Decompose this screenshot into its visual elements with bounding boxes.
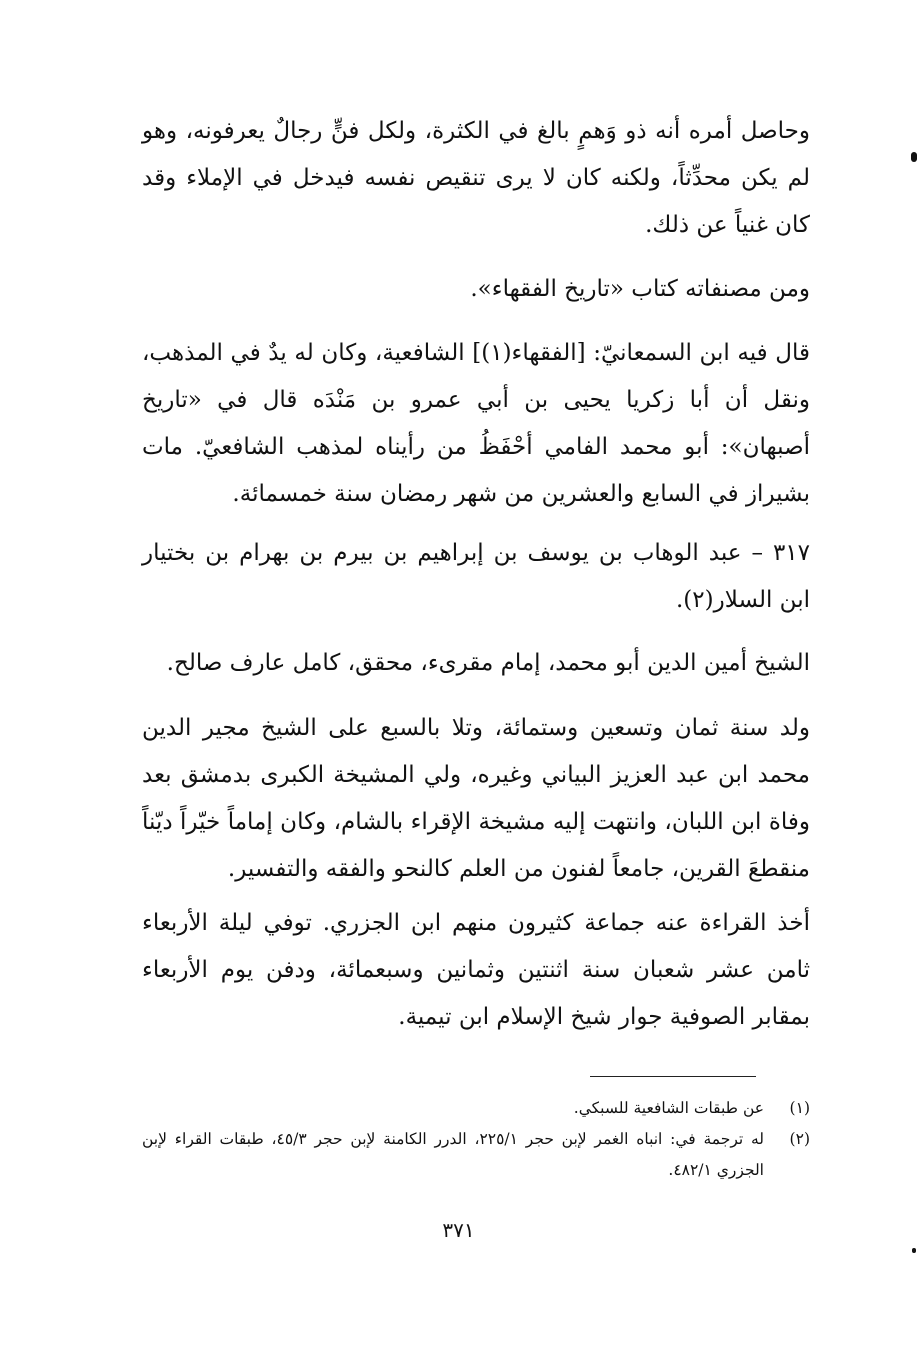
scan-edge-mark <box>912 1248 916 1253</box>
footnote-2 <box>142 1124 810 1186</box>
footnote-divider <box>590 1076 756 1077</box>
paragraph-2: ومن مصنفاته كتاب «تاريخ الفقهاء». <box>470 276 810 302</box>
paragraph-7: أخذ القراءة عنه جماعة كثيرون منهم ابن الجزري. توفي ليلة الأربعاء ثامن عشر شعبان سنة اثنتين وثمانين وسبعمائة، ودفن يوم الأربعاء بمقابر الصوفية جوار شيخ الإسلام ابن تيمية. <box>142 910 810 1030</box>
paragraph-6: ولد سنة ثمان وتسعين وستمائة، وتلا بالسبع على الشيخ مجير الدين محمد ابن عبد العزيز البياني وغيره، ولي المشيخة الكبرى بدمشق بعد وفاة ابن اللبان، وانتهت إليه مشيخة الإقراء بالشام، وكان إماماً خيّراً ديّناً منقطعَ القرين، جامعاً لفنون من العلم كالنحو والفقه والتفسير. <box>142 715 810 882</box>
footnote-1 <box>142 1093 810 1124</box>
page-number: ٣٧١ <box>442 1218 475 1242</box>
footnote-text: عن طبقات الشافعية للسبكي. <box>573 1099 764 1117</box>
footnote-number: (٢) <box>789 1130 810 1148</box>
footnotes <box>142 1093 810 1186</box>
scan-edge-mark <box>911 152 917 162</box>
paragraph-3: قال فيه ابن السمعانيّ: [الفقهاء(١)] الشافعية، وكان له يدٌ في المذهب، ونقل أن أبا زكريا يحيى بن أبي عمرو بن مَنْدَه قال في «تاريخ أصبهان»: أبو محمد الفامي أحْفَظُ من رأيناه لمذهب الشافعيّ. مات بشيراز في السابع والعشرين من شهر رمضان سنة خمسمائة. <box>142 340 811 507</box>
footnote-text: له ترجمة في: انباه الغمر لإبن حجر ٢٢٥/١، الدرر الكامنة لإبن حجر ٤٥/٣، طبقات القراء لإبن الجزري ٤٨٢/١. <box>142 1130 765 1179</box>
footnote-number: (١) <box>789 1099 810 1117</box>
entry-heading-317: ٣١٧ – عبد الوهاب بن يوسف بن إبراهيم بن بيرم بن بهرام بن بختيار ابن السلار(٢). <box>142 540 810 613</box>
paragraph-1: وحاصل أمره أنه ذو وَهمٍ بالغ في الكثرة، ولكل فنٍّ رجالٌ يعرفونه، وهو لم يكن محدِّثاً، ولكنه كان لا يرى تنقيص نفسه فيدخل في الإملاء وقد كان غنياً عن ذلك. <box>142 118 810 238</box>
paragraph-5: الشيخ أمين الدين أبو محمد، إمام مقرىء، محقق، كامل عارف صالح. <box>166 650 810 676</box>
